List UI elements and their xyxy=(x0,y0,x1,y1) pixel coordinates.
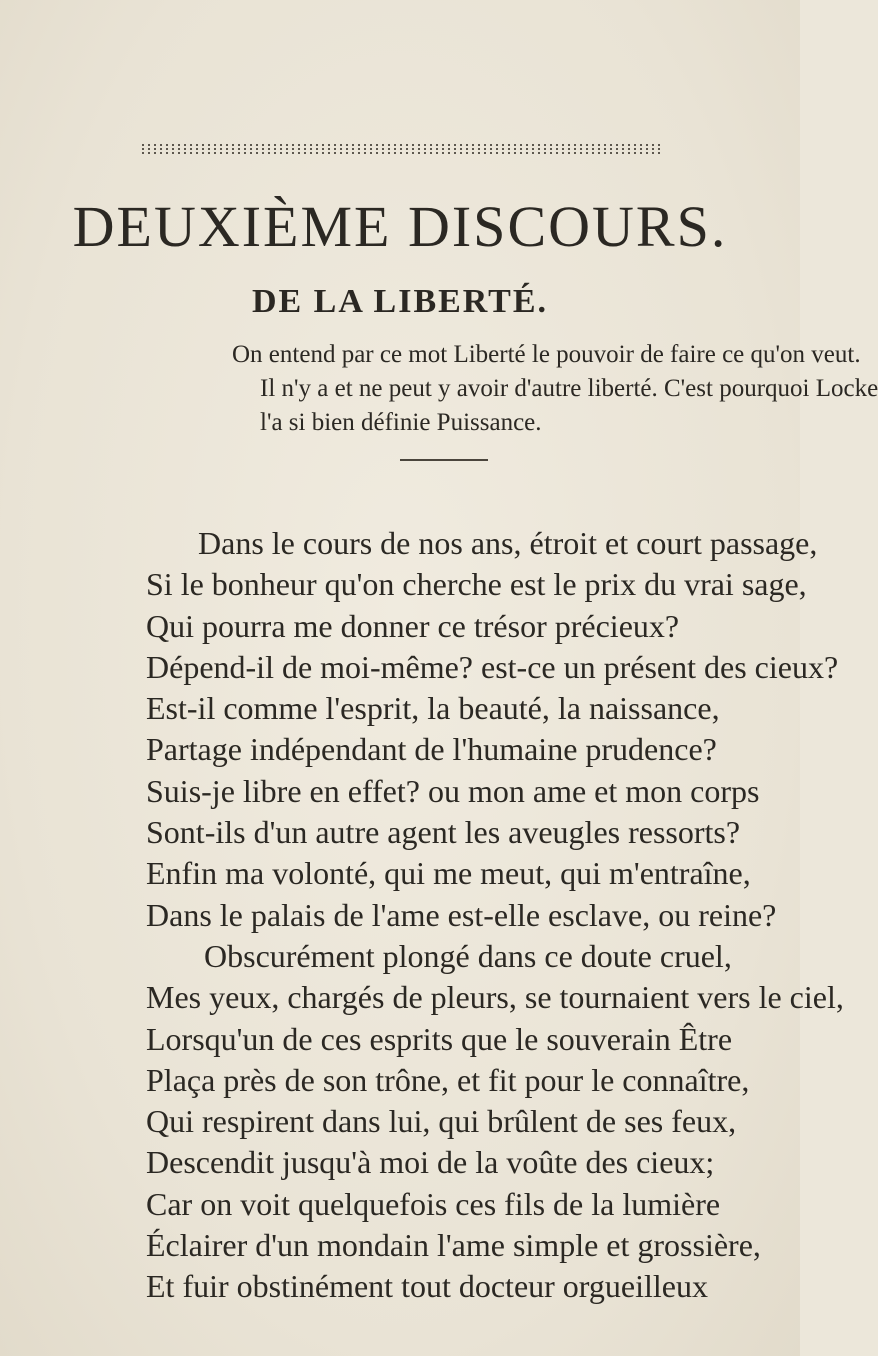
chapter-title: DEUXIÈME DISCOURS. xyxy=(72,194,728,259)
poem-line: Sont-ils d'un autre agent les aveugles ressorts? xyxy=(146,814,741,851)
poem-line: Éclairer d'un mondain l'ame simple et grossière, xyxy=(146,1227,761,1264)
poem-line: Plaça près de son trône, et fit pour le connaître, xyxy=(146,1061,750,1098)
poem-line: Car on voit quelquefois ces fils de la lumière xyxy=(146,1185,721,1222)
poem-line: Descendit jusqu'à moi de la voûte des cieux; xyxy=(146,1144,715,1181)
poem-line: Si le bonheur qu'on cherche est le prix du vrai sage, xyxy=(146,566,807,603)
poem-line: Dans le cours de nos ans, étroit et court passage, xyxy=(198,525,818,561)
poem-line: Partage indépendant de l'humaine prudence? xyxy=(146,731,717,768)
summary-line: On entend par ce mot Liberté le pouvoir de faire ce qu'on veut. xyxy=(232,341,861,368)
poem xyxy=(146,523,844,1308)
poem-line: Dépend-il de moi-même? est-ce un présent des cieux? xyxy=(146,648,839,685)
poem-line: Qui respirent dans lui, qui brûlent de ses feux, xyxy=(146,1103,737,1140)
summary-line: Il n'y a et ne peut y avoir d'autre liberté. C'est pourquoi Locke xyxy=(260,375,878,402)
poem-line: Et fuir obstinément tout docteur orgueilleux xyxy=(146,1268,708,1305)
poem-line: Suis-je libre en effet? ou mon ame et mon corps xyxy=(146,772,760,809)
poem-line: Qui pourra me donner ce trésor précieux? xyxy=(146,607,680,644)
poem-line: Lorsqu'un de ces esprits que le souverain Être xyxy=(146,1020,733,1057)
poem-line: Enfin ma volonté, qui me meut, qui m'entraîne, xyxy=(146,855,751,892)
summary-line: l'a si bien définie Puissance. xyxy=(260,409,542,436)
poem-line: Mes yeux, chargés de pleurs, se tournaient vers le ciel, xyxy=(146,979,844,1016)
poem-line: Obscurément plongé dans ce doute cruel, xyxy=(204,937,732,974)
chapter-subtitle: DE LA LIBERTÉ. xyxy=(251,283,549,320)
decorative-header-band xyxy=(142,142,662,154)
poem-line: Dans le palais de l'ame est-elle esclave, ou reine? xyxy=(146,896,777,933)
section-divider xyxy=(400,459,488,461)
summary-paragraph xyxy=(232,338,878,440)
poem-line: Est-il comme l'esprit, la beauté, la naissance, xyxy=(146,690,720,727)
